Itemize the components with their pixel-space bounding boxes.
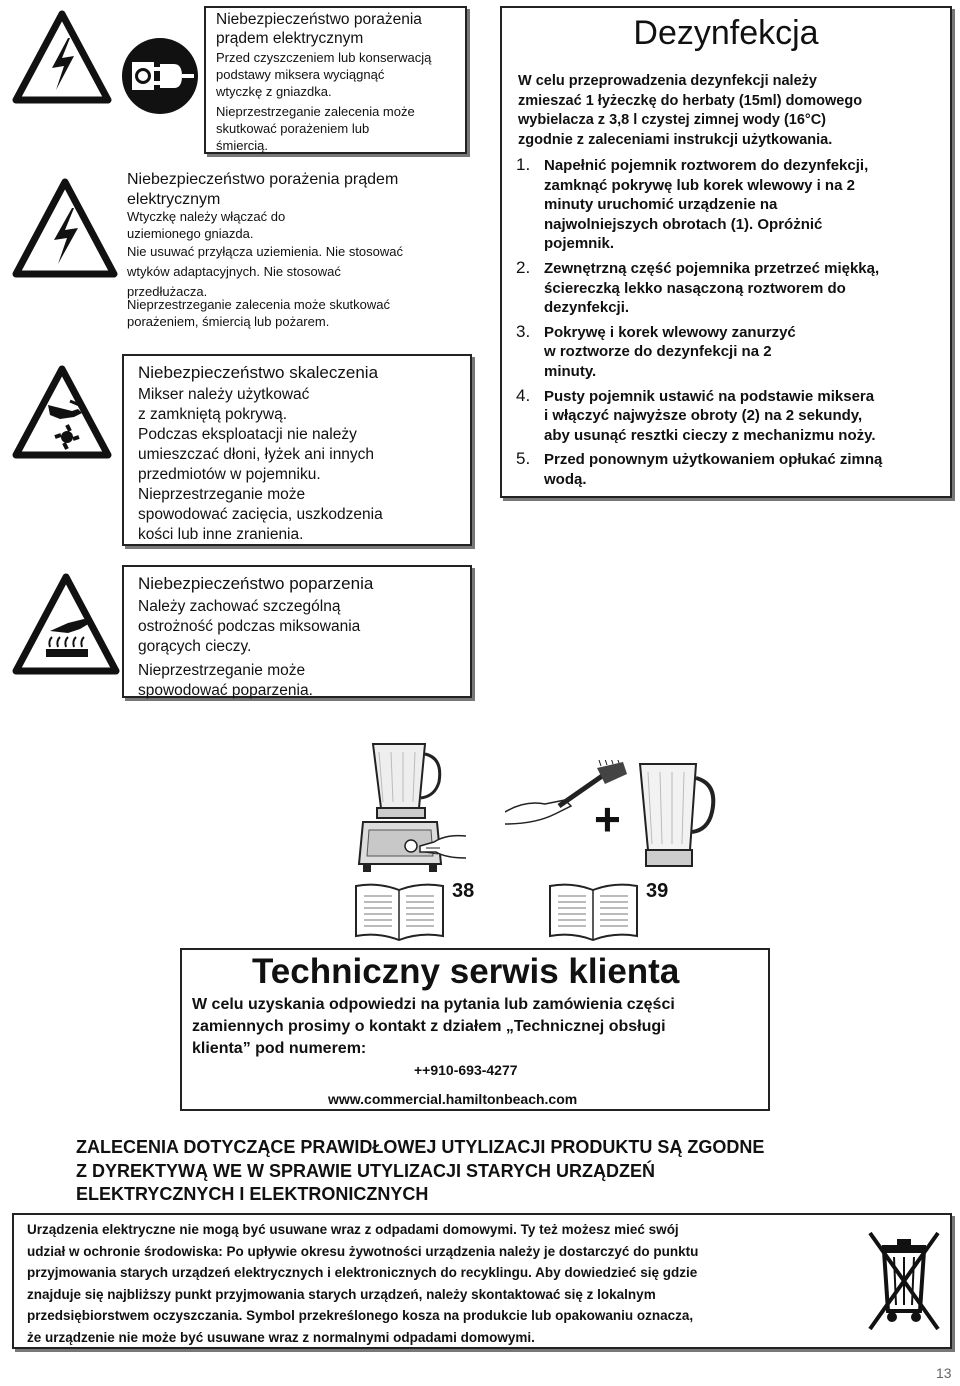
list-item: 3. Pokrywę i korek wlewowy zanurzyć w roztworze do dezynfekcji na 2 minuty. (516, 321, 796, 380)
section-title: Techniczny serwis klienta (252, 952, 680, 991)
blender-jar-illustration (632, 760, 722, 880)
section-title: Dezynfekcja (633, 14, 819, 52)
warning-text: Nie usuwać przyłącza uziemienia. Nie stosować wtyków adaptacyjnych. Nie stosować przedłużacza. (127, 244, 404, 299)
electric-shock-warning-icon (12, 178, 118, 280)
warning-text: Nieprzestrzeganie zalecenia może skutkować porażeniem, śmiercią lub pożarem. (127, 297, 391, 329)
warning-text: Nieprzestrzeganie może spowodować poparzenia. (138, 662, 313, 699)
warning-title: Niebezpieczeństwo porażenia prądem elektrycznym (127, 171, 399, 208)
open-book-icon (546, 882, 641, 942)
disposal-heading: ZALECENIA DOTYCZĄCE PRAWIDŁOWEJ UTYLIZACJI PRODUKTU SĄ ZGODNE Z DYREKTYWĄ WE W SPRAWIE UTYLIZACJI STARYCH URZĄDZEŃ ELEKTRYCZNYCH I ELEKTRONICZNYCH (76, 1137, 765, 1204)
disinfection-intro: W celu przeprowadzenia dezynfekcji należy zmieszać 1 łyżeczkę do herbaty (15ml) domowego wybielacza z 3,8 l czystej zimnej wody (16°C) zgodnie z zaleceniami instrukcji użytkowania. (518, 73, 863, 148)
disinfection-box (500, 6, 952, 498)
warning-box-electric-unplug (204, 6, 467, 154)
warning-text: Przed czyszczeniem lub konserwacją podstawy miksera wyciągnąć wtyczkę z gniazdka. (216, 50, 432, 99)
warning-text: Należy zachować szczególną ostrożność podczas miksowania gorących cieczy. (138, 598, 361, 655)
list-item: 1. Napełnić pojemnik roztworem do dezynfekcji, zamknąć pokrywę lub korek wlewowy i na 2 minuty uruchomić urządzenie na najwolniejszych obrotach (1). Opróżnić pojemnik. (516, 155, 869, 253)
warning-block-electric-ground (120, 166, 480, 336)
page-number: 13 (936, 1365, 952, 1381)
service-text: W celu uzyskania odpowiedzi na pytania lub zamówienia części zamiennych prosimy o kontakt z działem „Technicznej obsługi klienta” pod numerem: (192, 996, 675, 1057)
hand-blade-warning-icon (12, 365, 112, 460)
warning-box-cut (122, 354, 472, 546)
warning-title: Niebezpieczeństwo skaleczenia (138, 363, 379, 382)
page-reference: 38 (452, 880, 475, 902)
customer-service-box (180, 948, 770, 1111)
warning-title: Niebezpieczeństwo poparzenia (138, 574, 374, 593)
disinfection-steps (516, 156, 946, 495)
open-book-icon (352, 882, 447, 942)
warning-text: Podczas eksploatacji nie należy umieszczać dłoni, łyżek ani innych przedmiotów w pojemniku. (138, 426, 375, 483)
disposal-text: Urządzenia elektryczne nie mogą być usuwane wraz z odpadami domowymi. Ty też możesz mieć swój udział w ochronie środowiska: Po upływie okresu żywotności urządzenia należy je dostarczyć do punktu przyjmowania starych urządzeń elektrycznych i elektronicznych do recyklingu. Aby dowiedzieć się gdzie znajduje się najbliższy punkt przyjmowania starych urządzeń, należy skontaktować się z lokalnym przedsiębiorstwem oczyszczania. Symbol przekreślonego kosza na produkcie lub opakowaniu oznacza, że urządzenie nie może być usuwane wraz z normalnymi odpadami domowymi. (27, 1222, 699, 1345)
warning-text: Nieprzestrzeganie może spowodować zacięcia, uszkodzenia kości lub inne zranienia. (138, 486, 383, 543)
unplug-icon (120, 36, 200, 116)
list-item: 5. Przed ponownym użytkowaniem opłukać zimną wodą. (516, 449, 883, 488)
service-phone: ++910-693-4277 (414, 1062, 518, 1078)
warning-title: Niebezpieczeństwo porażenia prądem elektrycznym (216, 11, 422, 47)
list-item: 2. Zewnętrzną część pojemnika przetrzeć miękką, ściereczką lekko nasączoną roztworem do dezynfekcji. (516, 257, 880, 317)
plus-symbol: + (594, 793, 621, 845)
page-reference: 39 (646, 880, 669, 902)
service-website[interactable]: www.commercial.hamiltonbeach.com (328, 1091, 578, 1107)
hand-pressing-switch-illustration (416, 828, 466, 868)
warning-text: Wtyczkę należy włączać do uziemionego gniazda. (127, 209, 286, 241)
warning-text: Nieprzestrzeganie zalecenia może skutkować porażeniem lub śmiercią. (216, 104, 415, 153)
warning-box-burn (122, 565, 472, 698)
hot-liquid-warning-icon (12, 573, 120, 677)
crossed-out-wheelie-bin-icon (864, 1225, 944, 1340)
electric-shock-warning-icon (12, 10, 112, 105)
disposal-box (12, 1213, 952, 1349)
warning-text: Mikser należy użytkować z zamkniętą pokrywą. (138, 386, 310, 423)
list-item: 4. Pusty pojemnik ustawić na podstawie miksera i włączyć najwyższe obroty (2) na 2 sekundy, aby usunąć resztki cieczy z mechanizmu noży. (516, 385, 876, 444)
